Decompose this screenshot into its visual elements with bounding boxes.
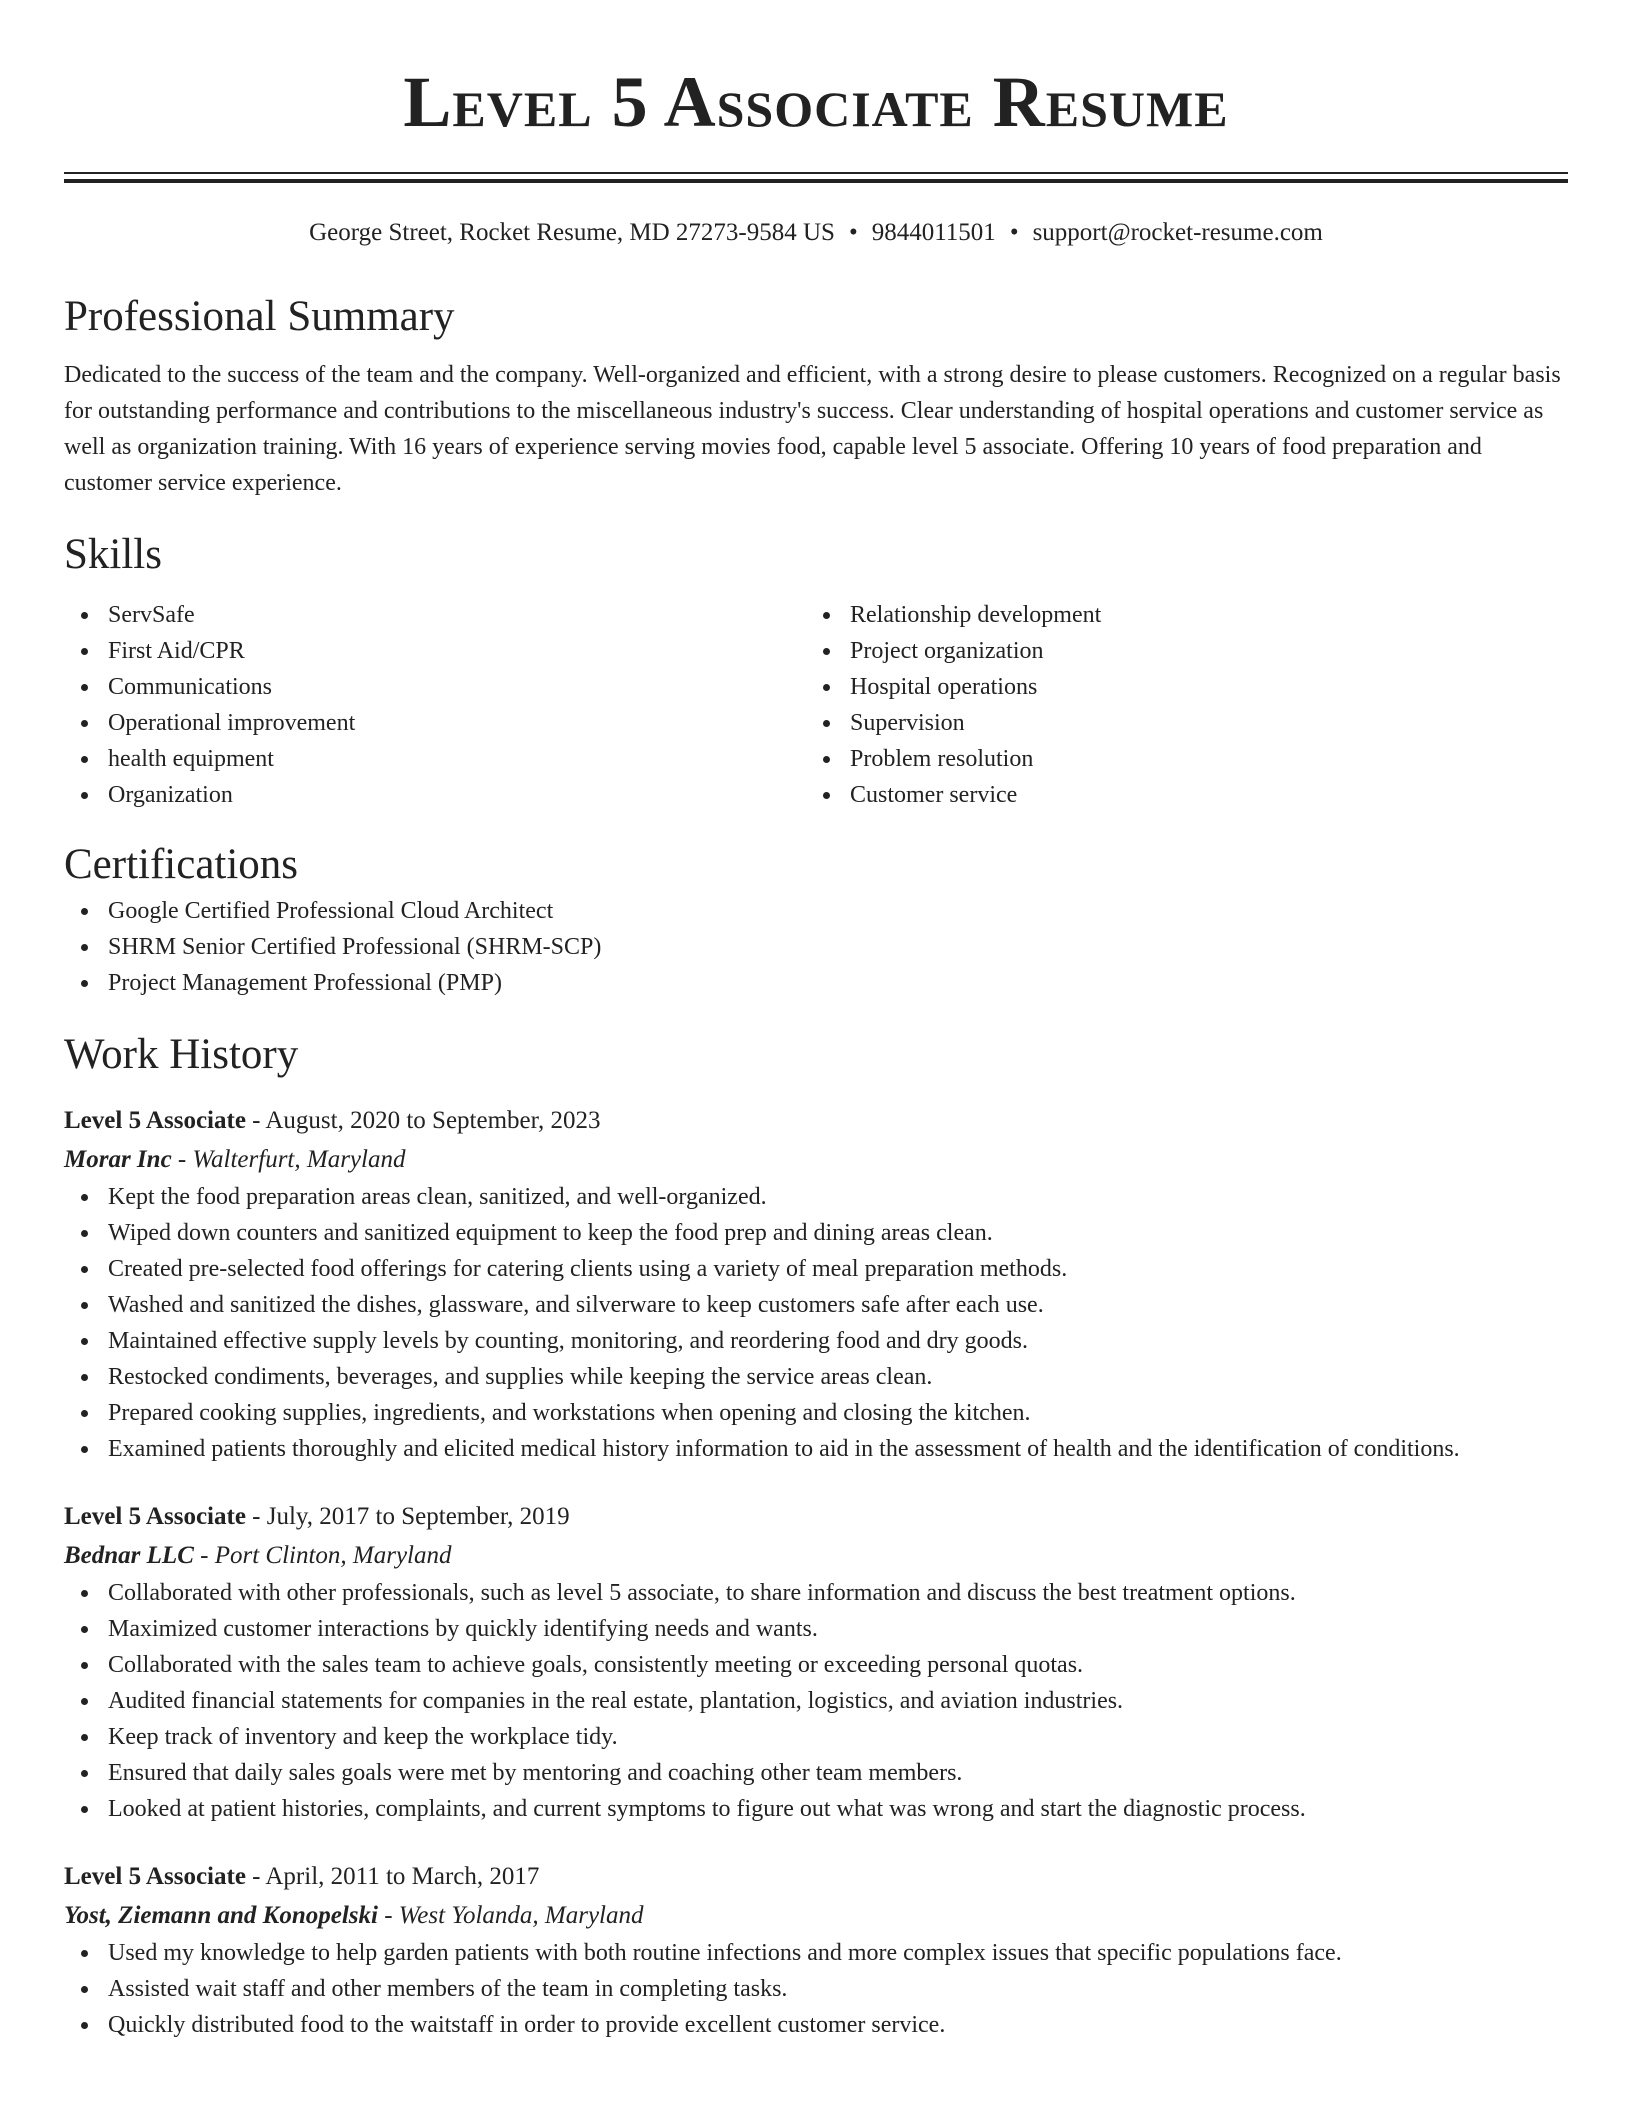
skills-list-right bbox=[806, 597, 1548, 813]
job-dates: - July, 2017 to September, 2019 bbox=[245, 1503, 570, 1530]
job-duty-item: Assisted wait staff and other members of the team in completing tasks. bbox=[64, 1971, 1568, 2007]
job-company: Bednar LLC bbox=[64, 1542, 194, 1569]
certification-item: Google Certified Professional Cloud Architect bbox=[64, 893, 1568, 929]
resume-title: Level 5 Associate Resume bbox=[403, 62, 1229, 142]
summary-text: Dedicated to the success of the team and the company. Well-organized and efficient, with a strong desire to please customers. Recognized on a regular basis for outstanding performance and contributions to the miscellaneous industry's success. Clear understanding of hospital operations and customer service as well as organization training. With 16 years of experience serving movies food, capable level 5 associate. Offering 10 years of food preparation and customer service experience. bbox=[64, 362, 1561, 496]
job-duty-item: Quickly distributed food to the waitstaff in order to provide excellent customer service. bbox=[64, 2007, 1568, 2043]
skill-item: Organization bbox=[64, 777, 806, 813]
professional-summary-section bbox=[64, 289, 1568, 501]
job-company-line bbox=[64, 1897, 1568, 1935]
contact-phone: 9844011501 bbox=[871, 219, 996, 246]
title-double-rule bbox=[64, 172, 1568, 183]
skill-item: Project organization bbox=[806, 633, 1548, 669]
skills-column-left bbox=[64, 597, 806, 813]
job-duty-item: Kept the food preparation areas clean, sanitized, and well-organized. bbox=[64, 1179, 1568, 1215]
job-duty-item: Created pre-selected food offerings for catering clients using a variety of meal preparation methods. bbox=[64, 1251, 1568, 1287]
skill-item: Communications bbox=[64, 669, 806, 705]
skill-item: ServSafe bbox=[64, 597, 806, 633]
job-company-line bbox=[64, 1141, 1568, 1179]
job-location: - Walterfurt, Maryland bbox=[171, 1146, 406, 1173]
job-duty-item: Used my knowledge to help garden patients with both routine infections and more complex issues that specific populations face. bbox=[64, 1935, 1568, 1971]
job-duty-item: Ensured that daily sales goals were met by mentoring and coaching other team members. bbox=[64, 1755, 1568, 1791]
skill-item: Supervision bbox=[806, 705, 1548, 741]
job-duty-item: Washed and sanitized the dishes, glassware, and silverware to keep customers safe after each use. bbox=[64, 1287, 1568, 1323]
skills-grid bbox=[64, 597, 1568, 813]
skill-item: Operational improvement bbox=[64, 705, 806, 741]
certifications-list bbox=[64, 893, 1568, 1001]
job-dates: - August, 2020 to September, 2023 bbox=[245, 1107, 601, 1134]
skill-item: First Aid/CPR bbox=[64, 633, 806, 669]
contact-email: support@rocket-resume.com bbox=[1032, 219, 1323, 246]
job-company-line bbox=[64, 1537, 1568, 1575]
work-history-heading: Work History bbox=[64, 1031, 299, 1078]
summary-heading: Professional Summary bbox=[64, 293, 455, 340]
job-duty-item: Wiped down counters and sanitized equipment to keep the food prep and dining areas clean. bbox=[64, 1215, 1568, 1251]
job-duty-item: Maintained effective supply levels by counting, monitoring, and reordering food and dry goods. bbox=[64, 1323, 1568, 1359]
skill-item: Hospital operations bbox=[806, 669, 1548, 705]
job-company: Yost, Ziemann and Konopelski bbox=[64, 1902, 378, 1929]
skills-section bbox=[64, 527, 1568, 813]
job-duty-item: Collaborated with the sales team to achieve goals, consistently meeting or exceeding personal quotas. bbox=[64, 1647, 1568, 1683]
job-entry bbox=[64, 1497, 1568, 1827]
contact-separator: • bbox=[1009, 219, 1019, 246]
skill-item: health equipment bbox=[64, 741, 806, 777]
skill-item: Customer service bbox=[806, 777, 1548, 813]
contact-line bbox=[64, 217, 1568, 249]
job-title-line bbox=[64, 1101, 1568, 1141]
job-location: - Port Clinton, Maryland bbox=[193, 1542, 452, 1569]
job-entry bbox=[64, 1101, 1568, 1467]
work-history-section bbox=[64, 1027, 1568, 2043]
job-duty-item: Maximized customer interactions by quickly identifying needs and wants. bbox=[64, 1611, 1568, 1647]
job-company: Morar Inc bbox=[64, 1146, 172, 1173]
job-dates: - April, 2011 to March, 2017 bbox=[245, 1863, 540, 1890]
resume-page bbox=[64, 0, 1568, 2043]
contact-address: George Street, Rocket Resume, MD 27273-9584 US bbox=[309, 219, 835, 246]
skill-item: Problem resolution bbox=[806, 741, 1548, 777]
job-location: - West Yolanda, Maryland bbox=[377, 1902, 644, 1929]
job-duty-item: Examined patients thoroughly and elicited medical history information to aid in the assessment of health and the identification of conditions. bbox=[64, 1431, 1568, 1467]
job-duty-item: Prepared cooking supplies, ingredients, and workstations when opening and closing the kitchen. bbox=[64, 1395, 1568, 1431]
skills-heading: Skills bbox=[64, 531, 162, 578]
job-entry bbox=[64, 1857, 1568, 2043]
certifications-heading: Certifications bbox=[64, 841, 299, 888]
job-title-line bbox=[64, 1497, 1568, 1537]
certification-item: Project Management Professional (PMP) bbox=[64, 965, 1568, 1001]
job-duty-item: Looked at patient histories, complaints, and current symptoms to figure out what was wrong and start the diagnostic process. bbox=[64, 1791, 1568, 1827]
job-duty-item: Audited financial statements for companies in the real estate, plantation, logistics, and aviation industries. bbox=[64, 1683, 1568, 1719]
job-duty-item: Restocked condiments, beverages, and supplies while keeping the service areas clean. bbox=[64, 1359, 1568, 1395]
job-duties-list bbox=[64, 1935, 1568, 2043]
certifications-section bbox=[64, 837, 1568, 1001]
job-duties-list bbox=[64, 1179, 1568, 1467]
skill-item: Relationship development bbox=[806, 597, 1548, 633]
certification-item: SHRM Senior Certified Professional (SHRM-SCP) bbox=[64, 929, 1568, 965]
skills-column-right bbox=[806, 597, 1548, 813]
job-duty-item: Collaborated with other professionals, such as level 5 associate, to share information and discuss the best treatment options. bbox=[64, 1575, 1568, 1611]
job-role: Level 5 Associate bbox=[64, 1863, 246, 1890]
job-role: Level 5 Associate bbox=[64, 1107, 246, 1134]
job-duty-item: Keep track of inventory and keep the workplace tidy. bbox=[64, 1719, 1568, 1755]
job-role: Level 5 Associate bbox=[64, 1503, 246, 1530]
skills-list-left bbox=[64, 597, 806, 813]
contact-separator: • bbox=[848, 219, 858, 246]
job-title-line bbox=[64, 1857, 1568, 1897]
job-duties-list bbox=[64, 1575, 1568, 1827]
